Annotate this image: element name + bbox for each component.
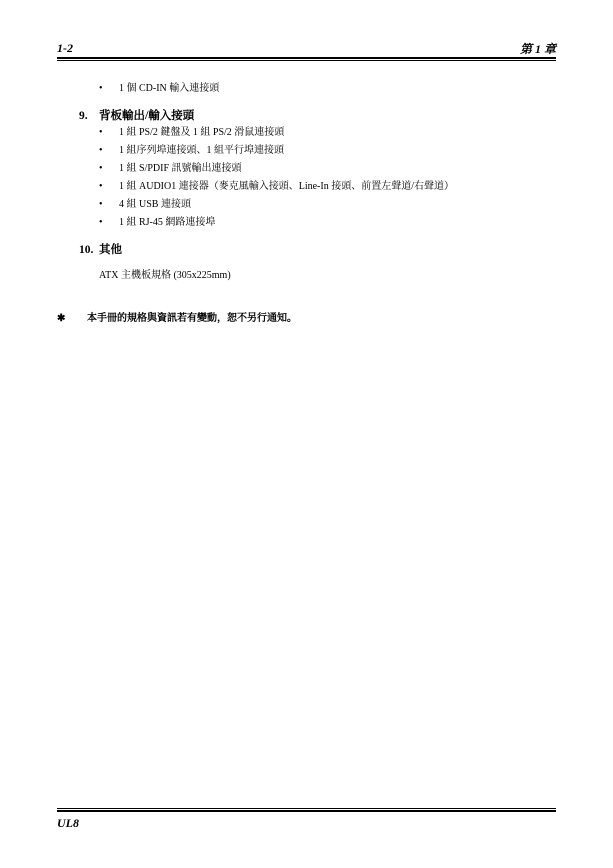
list-item <box>99 181 454 193</box>
header-chapter: 第 1 章 <box>519 42 556 56</box>
bullet-icon: • <box>99 83 103 94</box>
footer-rule <box>57 808 556 812</box>
list-item <box>99 83 219 95</box>
header-page-number: 1-2 <box>57 41 73 55</box>
section-title: 其他 <box>99 244 122 256</box>
section-title: 背板輸出/輸入接頭 <box>99 110 195 122</box>
list-item <box>99 163 242 175</box>
bullet-icon: • <box>99 181 103 192</box>
bullet-icon: • <box>99 163 103 174</box>
bullet-icon: • <box>99 145 103 156</box>
header-rule <box>57 57 556 61</box>
section-number: 9. <box>79 110 88 122</box>
list-item <box>99 145 284 157</box>
bullet-icon: • <box>99 199 103 210</box>
disclaimer-text: 本手冊的規格與資訊若有變動，恕不另行通知。 <box>87 313 297 324</box>
list-item <box>99 127 284 139</box>
section-number: 10. <box>79 244 94 256</box>
list-item-text: 1 組 PS/2 鍵盤及 1 組 PS/2 滑鼠連接頭 <box>119 127 285 138</box>
bullet-icon: • <box>99 217 103 228</box>
list-item-text: 1 組 RJ-45 網路連接埠 <box>119 217 216 228</box>
list-item-text: 1 個 CD-IN 輸入連接頭 <box>119 83 220 94</box>
list-item <box>99 217 215 229</box>
bullet-icon: • <box>99 127 103 138</box>
footer-model: UL8 <box>57 816 79 830</box>
section-text: ATX 主機板規格 (305x225mm) <box>99 270 231 281</box>
list-item <box>99 199 191 211</box>
asterisk-icon: ✱ <box>57 313 66 324</box>
section-heading-10 <box>79 241 122 257</box>
section-heading-9 <box>79 107 194 123</box>
list-item-text: 1 組 S/PDIF 訊號輸出連接頭 <box>119 163 242 174</box>
disclaimer-note <box>57 309 297 324</box>
list-item-text: 4 組 USB 連接頭 <box>119 199 191 210</box>
list-item-text: 1 組序列埠連接頭、1 組平行埠連接頭 <box>119 145 284 156</box>
list-item-text: 1 組 AUDIO1 連接器（麥克風輸入接頭、Line-In 接頭、前置左聲道/右聲道） <box>119 181 454 192</box>
